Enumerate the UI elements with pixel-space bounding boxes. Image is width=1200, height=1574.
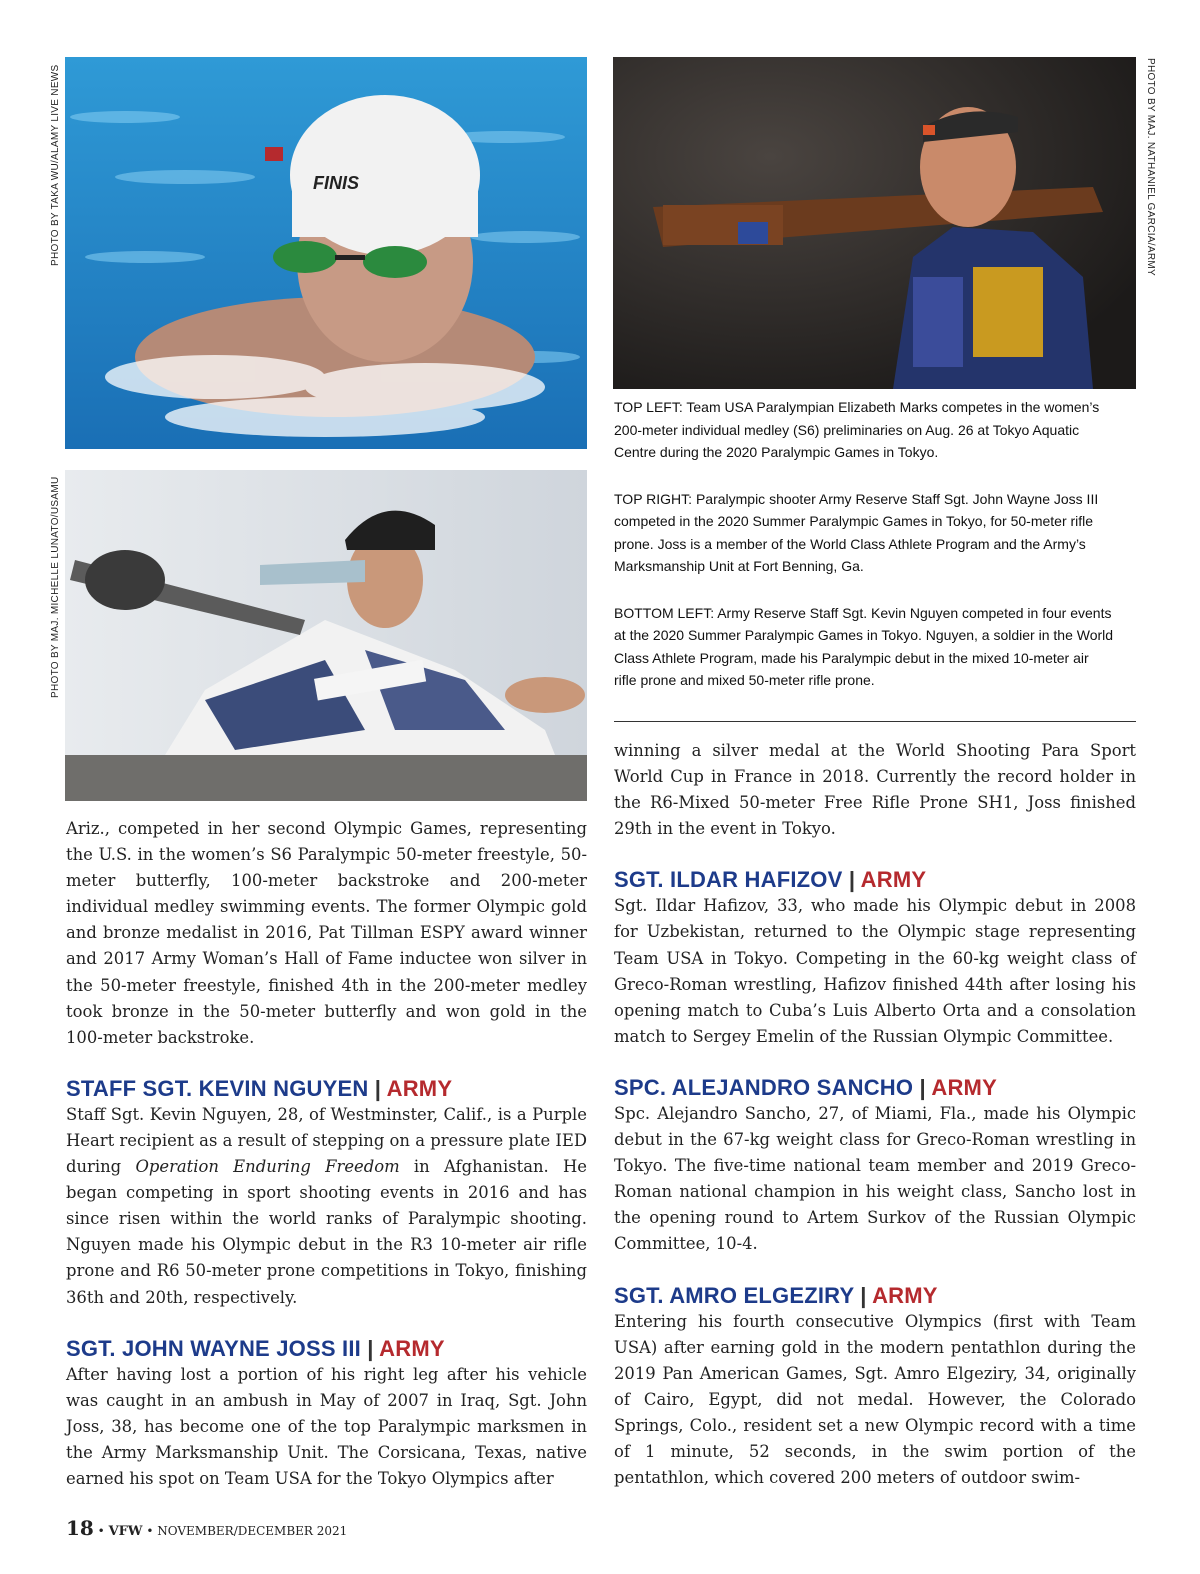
heading-separator: | xyxy=(860,1282,867,1308)
heading-name: STAFF SGT. KEVIN NGUYEN xyxy=(66,1075,369,1101)
heading-name: SGT. JOHN WAYNE JOSS III xyxy=(66,1335,361,1361)
heading-separator: | xyxy=(848,867,856,893)
photo-credit-prone-shooter: PHOTO BY MAJ. MICHELLE LUNATO/USAMU xyxy=(50,476,61,698)
footer-bullet: • xyxy=(97,1524,105,1538)
footer-bullet: • xyxy=(146,1524,154,1538)
heading-name: SGT. AMRO ELGEZIRY xyxy=(614,1282,854,1308)
heading-amro-elgeziry xyxy=(614,1283,1136,1309)
photo-standing-shooter xyxy=(613,57,1136,389)
right-column xyxy=(614,738,1136,1491)
left-column xyxy=(66,816,587,1492)
left-intro-paragraph: Ariz., competed in her second Olympic Games, representing the U.S. in the women’s S6 Paralympic 50-meter freestyle, 50-meter butterfly, 100-meter backstroke and 200-meter individual medley swimming events. The former Olympic gold and bronze medalist in 2016, Pat Tillman ESPY award winner and 2017 Army Woman’s Hall of Fame inductee won silver in the 50-meter freestyle, finished 4th in the 200-meter medley took bronze in the 50-meter butterfly and won gold in the 100-meter backstroke. xyxy=(66,819,587,1047)
section-body-amro-elgeziry: Entering his fourth consecutive Olympics (first with Team USA) after earning gold in the modern pentathlon during the 2019 Pan American Games, Sgt. Amro Elgeziry, 34, originally of Cairo, Egypt, did not medal. However, the Colorado Springs, Colo., resident set a new Olympic record with a time of 1 minute, 52 seconds, in the swim portion of the pentathlon, which covered 200 meters of outdoor swim- xyxy=(614,1311,1136,1488)
heading-separator: | xyxy=(374,1075,382,1101)
heading-ildar-hafizov xyxy=(614,867,1136,893)
heading-separator: | xyxy=(367,1335,374,1361)
photo-swimmer xyxy=(65,57,587,449)
caption-divider xyxy=(614,721,1136,722)
heading-john-wayne-joss xyxy=(66,1336,587,1362)
heading-branch: ARMY xyxy=(860,867,927,893)
heading-name: SGT. ILDAR HAFIZOV xyxy=(614,867,843,893)
right-intro-paragraph: winning a silver medal at the World Shooting Para Sport World Cup in France in 2018. Currently the record holder in the R6-Mixed 50-meter Free Rifle Prone SH1, Joss finished 29th in the event in Tokyo. xyxy=(614,741,1136,839)
heading-separator: | xyxy=(919,1074,926,1100)
heading-kevin-nguyen xyxy=(66,1076,587,1102)
heading-branch: ARMY xyxy=(386,1075,453,1101)
page-number: 18 xyxy=(66,1516,94,1540)
photo-captions xyxy=(614,396,1114,716)
photo-credit-swimmer: PHOTO BY TAKA WU/ALAMY LIVE NEWS xyxy=(50,64,61,266)
svg-text:FINIS: FINIS xyxy=(313,173,360,193)
heading-branch: ARMY xyxy=(872,1282,938,1308)
heading-name: SPC. ALEJANDRO SANCHO xyxy=(614,1074,914,1100)
photo-prone-shooter xyxy=(65,470,587,801)
body-italic-text: Operation Enduring Freedom xyxy=(135,1157,400,1177)
body-text: in Afghanistan. He began competing in sport shooting events in 2016 and has since risen within the world ranks of Paralympic shooting. Nguyen made his Olympic debut in the R3 10-meter air rifle prone and R6 50-meter prone competitions in Tokyo, finishing 36th and 20th, respectively. xyxy=(66,1157,587,1307)
section-body-ildar-hafizov: Sgt. Ildar Hafizov, 33, who made his Olympic debut in 2008 for Uzbekistan, returned to the Olympic stage representing Team USA in Tokyo. Competing in the 60-kg weight class of Greco-Roman wrestling, Hafizov finished 44th after losing his opening match to Cuba’s Luis Alberto Orta and a consolation match to Sergey Emelin of the Russian Olympic Committee. xyxy=(614,896,1136,1046)
caption-top-right: TOP RIGHT: Paralympic shooter Army Reserve Staff Sgt. John Wayne Joss III competed in the 2020 Summer Paralympic Games in Tokyo, for 50-meter rifle prone. Joss is a member of the World Class Athlete Program and the Army’s Marksmanship Unit at Fort Benning, Ga. xyxy=(614,490,1099,574)
photo-credit-standing-shooter: PHOTO BY MAJ. NATHANIEL GARCIA/ARMY xyxy=(1145,58,1156,276)
heading-branch: ARMY xyxy=(379,1335,445,1361)
section-body-alejandro-sancho: Spc. Alejandro Sancho, 27, of Miami, Fla., made his Olympic debut in the 67-kg weight class for Greco-Roman wrestling in Tokyo. The five-time national team member and 2019 Greco-Roman national champion in his weight class, Sancho lost in the opening round to Artem Surkov of the Russian Olympic Committee, 10-4. xyxy=(614,1103,1136,1254)
heading-alejandro-sancho xyxy=(614,1075,1136,1101)
section-body-kevin-nguyen xyxy=(66,1102,587,1311)
heading-branch: ARMY xyxy=(931,1074,997,1100)
issue-date: NOVEMBER/DECEMBER 2021 xyxy=(157,1524,348,1538)
magazine-name: VFW xyxy=(108,1524,143,1539)
caption-bottom-left: BOTTOM LEFT: Army Reserve Staff Sgt. Kevin Nguyen competed in four events at the 2020 Summer Paralympic Games in Tokyo. Nguyen, a soldier in the World Class Athlete Program, made his Paralympic debut in the mixed 10-meter air rifle prone and mixed 50-meter rifle prone. xyxy=(614,604,1114,688)
caption-top-left: TOP LEFT: Team USA Paralympian Elizabeth Marks competes in the women’s 200-meter individual medley (S6) preliminaries on Aug. 26 at Tokyo Aquatic Centre during the 2020 Paralympic Games in Tokyo. xyxy=(614,399,1100,460)
section-body-john-wayne-joss: After having lost a portion of his right leg after his vehicle was caught in an ambush in May of 2007 in Iraq, Sgt. John Joss, 38, has become one of the top Paralympic marksmen in the Army Marksmanship Unit. The Corsicana, Texas, native earned his spot on Team USA for the Tokyo Olympics after xyxy=(66,1364,587,1488)
page-footer xyxy=(66,1516,347,1540)
body-text: Staff Sgt. Kevin Nguyen, 28, of Westminster, Calif., is a Purple Heart recipient as a result of stepping on a pressure plate IED during xyxy=(66,1104,587,1177)
